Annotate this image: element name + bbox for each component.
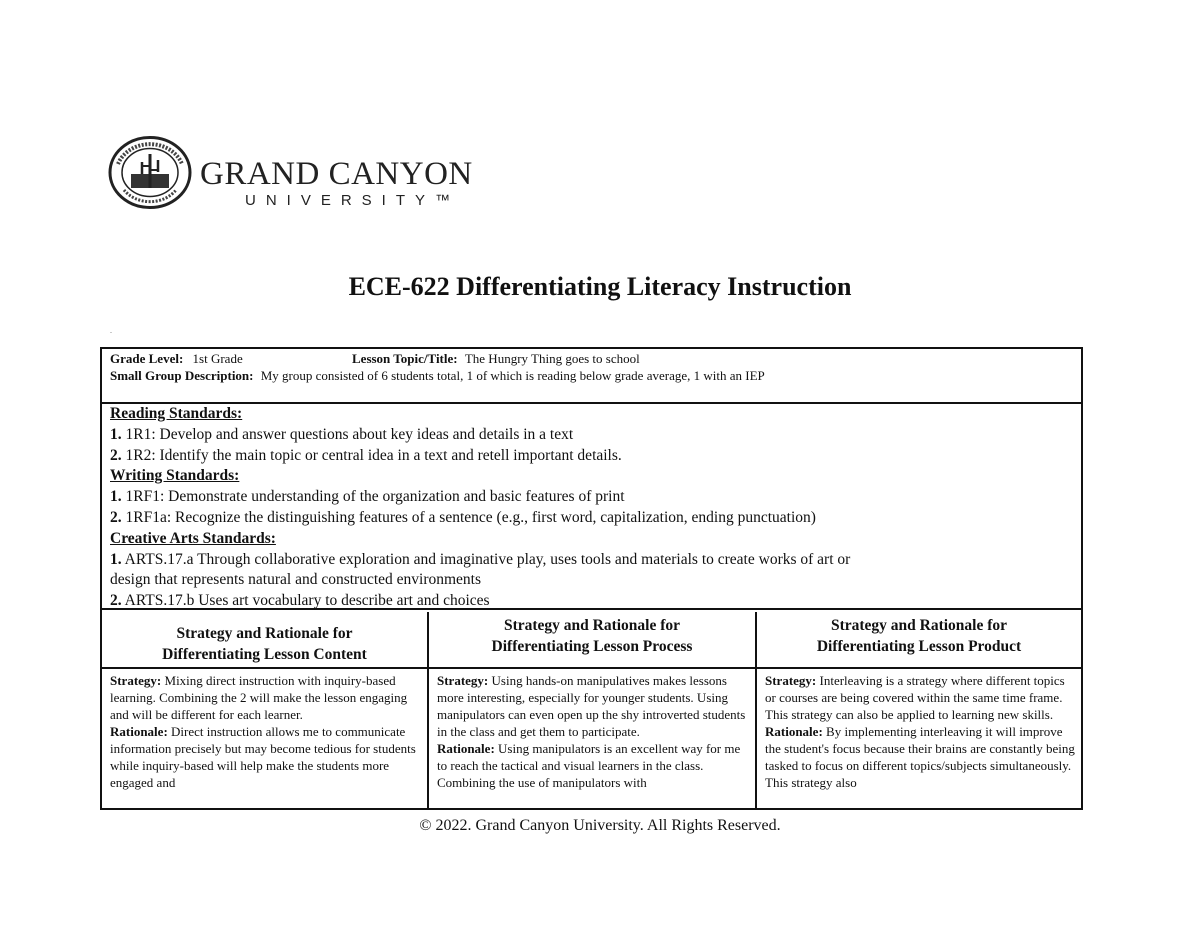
grade-label: Grade Level: (110, 351, 184, 366)
column-heading-line-1: Strategy and Rationale for (176, 624, 353, 642)
topic-label: Lesson Topic/Title: (352, 351, 458, 366)
column-body (765, 672, 1075, 808)
column-heading (102, 612, 427, 669)
logo-wordmark: GRAND CANYON (200, 156, 473, 192)
strategy-columns (102, 612, 1081, 808)
standards-section (102, 404, 1081, 610)
standard-number: 1. (110, 550, 122, 568)
arts-standard-1-continued: design that represents natural and constructed environments (110, 571, 482, 589)
standard-text: 1RF1: Demonstrate understanding of the organization and basic features of print (125, 488, 625, 506)
topic-value: The Hungry Thing goes to school (464, 351, 640, 366)
standard-text: ARTS.17.b Uses art vocabulary to describe art and choices (124, 592, 490, 610)
column-heading-line-2: Differentiating Lesson Product (816, 637, 1022, 655)
writing-standards-heading: Writing Standards: (110, 467, 240, 485)
strategy-text: Using hands-on manipulatives makes lessons more interesting, especially for younger students. Using manipulators can even open up the shy introverted students in the class and get them to participate. (437, 673, 746, 739)
topic-row (352, 351, 640, 367)
rationale-label: Rationale: (765, 724, 823, 739)
reading-standard-2 (110, 446, 1081, 467)
rationale-text: By implementing interleaving it will improve the student's focus because their brains are constantly being tasked to focus on different topics/subjects simultaneously. This strategy also (765, 724, 1075, 790)
standard-text: 1R2: Identify the main topic or central idea in a text and retell important details. (125, 446, 622, 464)
university-logo (108, 136, 478, 212)
standard-text: 1R1: Develop and answer questions about key ideas and details in a text (125, 425, 574, 443)
column-heading (429, 612, 755, 669)
product-strategy-column (757, 612, 1081, 808)
arts-standards-heading: Creative Arts Standards: (110, 529, 276, 547)
logo-subtitle: UNIVERSITY™ (245, 192, 461, 209)
process-strategy-column (429, 612, 757, 808)
lesson-header (102, 349, 1081, 404)
column-heading-line-2: Differentiating Lesson Process (491, 637, 693, 655)
standard-number: 1. (110, 488, 122, 506)
strategy-text: Mixing direct instruction with inquiry-based learning. Combining the 2 will make the lesson engaging and will be different for each learner. (110, 673, 408, 722)
standard-number: 1. (110, 425, 122, 443)
rationale-label: Rationale: (110, 724, 168, 739)
arts-standard-1 (110, 550, 1081, 571)
strategy-text: Interleaving is a strategy where different topics or courses are being covered within the same time frame. This strategy can also be applied to learning new skills. (765, 673, 1065, 722)
page-title: ECE-622 Differentiating Literacy Instruction (348, 272, 852, 301)
rationale-label: Rationale: (437, 741, 495, 756)
writing-standard-1 (110, 487, 1081, 508)
stray-marker: . (110, 326, 112, 335)
strategy-label: Strategy: (110, 673, 162, 688)
column-heading-line-2: Differentiating Lesson Content (162, 645, 367, 663)
lesson-plan-table (100, 347, 1083, 810)
reading-standard-1 (110, 425, 1081, 446)
reading-standards-heading: Reading Standards: (110, 405, 243, 422)
copyright-footer: © 2022. Grand Canyon University. All Rights Reserved. (419, 817, 781, 834)
grade-row (110, 351, 243, 367)
strategy-label: Strategy: (765, 673, 817, 688)
writing-standard-2 (110, 508, 1081, 529)
strategy-label: Strategy: (437, 673, 489, 688)
grade-value: 1st Grade (192, 351, 243, 366)
standard-number: 2. (110, 508, 122, 526)
group-value: My group consisted of 6 students total, 1 of which is reading below grade average, 1 with an IEP (260, 368, 765, 383)
column-body (110, 672, 421, 808)
standard-number: 2. (110, 592, 122, 610)
column-body (437, 672, 749, 808)
content-strategy-column (102, 612, 429, 808)
column-heading-line-1: Strategy and Rationale for (830, 616, 1008, 634)
standard-text: 1RF1a: Recognize the distinguishing features of a sentence (e.g., first word, capitalization, ending punctuation) (125, 508, 816, 526)
rationale-text: Using manipulators is an excellent way for me to reach the tactical and visual learners in the class. Combining the use of manipulators with (437, 741, 741, 790)
group-row (110, 368, 765, 384)
column-heading (757, 612, 1081, 669)
university-seal-icon (108, 136, 192, 209)
rationale-text: Direct instruction allows me to communicate information precisely but may become tedious for students while inquiry-based will help make the students more engaged and (110, 724, 416, 790)
column-heading-line-1: Strategy and Rationale for (503, 616, 681, 634)
standard-text: ARTS.17.a Through collaborative exploration and imaginative play, uses tools and materials to create works of art or (124, 550, 851, 568)
standard-number: 2. (110, 446, 122, 464)
arts-standard-2 (110, 591, 1081, 612)
group-label: Small Group Description: (110, 368, 254, 383)
